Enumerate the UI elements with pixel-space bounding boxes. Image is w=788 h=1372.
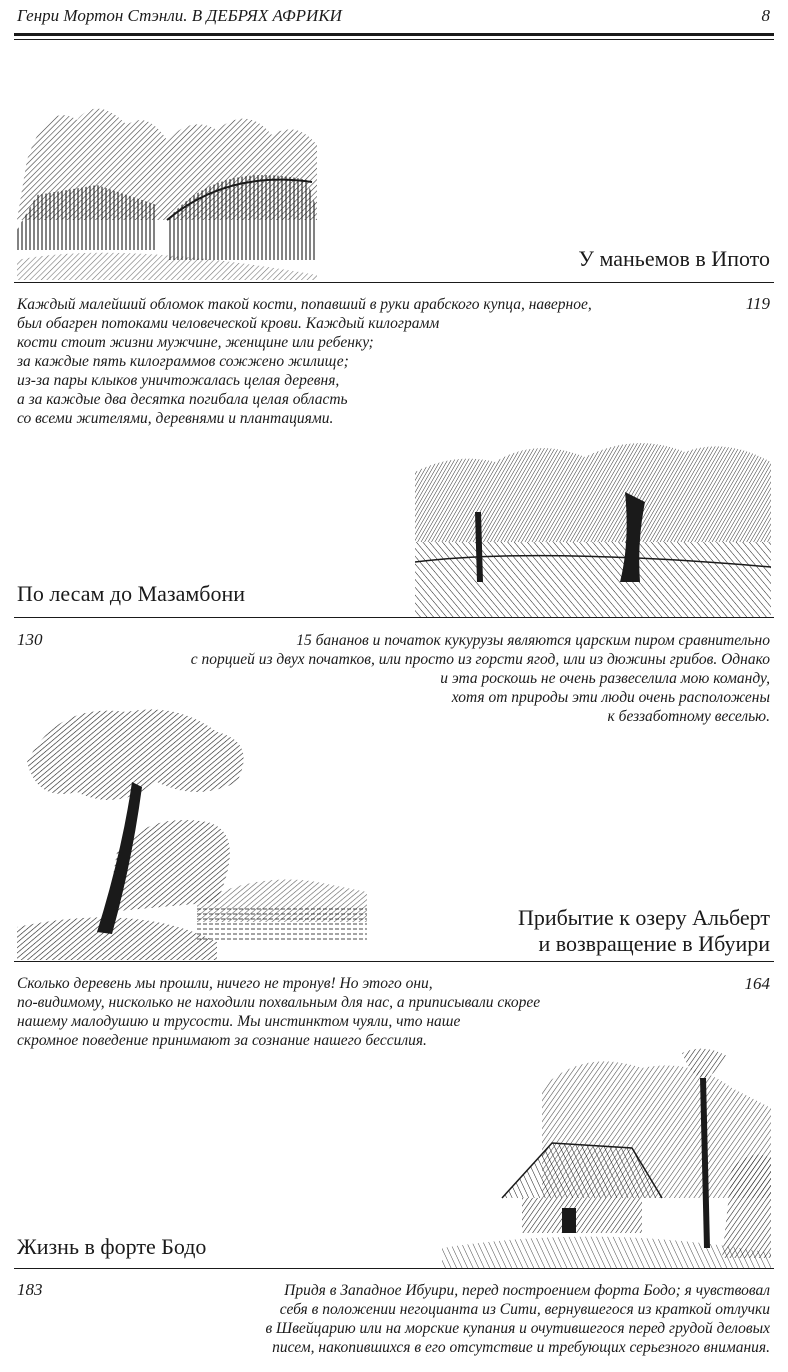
- illustration-forest-clearing: [415, 432, 771, 618]
- quote-line: и эта роскошь не очень развеселила мою команду,: [440, 670, 770, 687]
- chapter-title-line: Прибытие к озеру Альберт: [517, 905, 770, 930]
- chapter-title-line: и возвращение в Ибуири: [538, 931, 770, 956]
- quote-line: скромное поведение принимают за сознание нашего бессилия.: [17, 1032, 427, 1049]
- quote-block-3: [17, 974, 540, 1050]
- quote-line: Сколько деревень мы прошли, ничего не тронув! Но этого они,: [17, 975, 433, 992]
- header-rule-thick: [14, 33, 774, 36]
- quote-line: а за каждые два десятка погибала целая область: [17, 391, 348, 408]
- quote-line: 15 бананов и початок кукурузы являются царским пиром сравнительно: [296, 632, 770, 649]
- chapter-page-number-1: 119: [745, 294, 770, 313]
- quote-line: с порцией из двух початков, или просто из горсти ягод, или из дюжины грибов. Однако: [190, 651, 770, 668]
- chapter-title-2: [17, 581, 245, 607]
- chapter-rule-3: [14, 961, 774, 962]
- header-rule-thin: [14, 39, 774, 40]
- quote-line: писем, накопившихся в его отсутствие и требующих серьезного внимания.: [272, 1339, 770, 1356]
- quote-line: по-видимому, нисколько не находили похвальным для нас, а приписывали скорее: [17, 994, 541, 1011]
- quote-line: из-за пары клыков уничтожалась целая деревня,: [17, 372, 340, 389]
- chapter-page-number-2: 130: [17, 630, 43, 649]
- quote-block-1: [17, 295, 592, 428]
- quote-line: хотя от природы эти люди очень расположены: [451, 689, 770, 706]
- quote-line: нашему малодушию и трусости. Мы инстинктом чуяли, что наше: [17, 1013, 461, 1030]
- chapter-rule-2: [14, 617, 774, 618]
- quote-block-4: [265, 1281, 770, 1357]
- chapter-title-line: По лесам до Мазамбони: [17, 581, 246, 606]
- chapter-rule-4: [14, 1268, 774, 1269]
- illustration-fort-bodo: [442, 1048, 771, 1268]
- quote-line: со всеми жителями, деревнями и плантациями.: [17, 410, 334, 427]
- quote-line: кости стоит жизни мужчине, женщине или ребенку;: [17, 334, 374, 351]
- quote-line: себя в положении негоцианта из Сити, вернувшегося из краткой отлучки: [279, 1301, 770, 1318]
- quote-line: Каждый малейший обломок такой кости, попавший в руки арабского купца, наверное,: [17, 296, 592, 313]
- chapter-title-3: [518, 905, 770, 957]
- page-number: 8: [761, 6, 770, 25]
- illustration-lake-albert: [17, 702, 367, 960]
- quote-line: к беззаботному веселью.: [607, 708, 770, 725]
- chapter-page-number-4: 183: [17, 1280, 43, 1299]
- illustration-village-huts: [17, 100, 317, 280]
- chapter-title-1: [578, 246, 770, 272]
- chapter-title-line: У маньемов в Ипото: [578, 246, 770, 271]
- running-header-title: Генри Мортон Стэнли. В ДЕБРЯХ АФРИКИ: [17, 6, 342, 25]
- quote-line: Придя в Западное Ибуири, перед построением форта Бодо; я чувствовал: [284, 1282, 770, 1299]
- chapter-rule-1: [14, 282, 774, 283]
- chapter-title-4: [17, 1234, 206, 1260]
- chapter-page-number-3: 164: [744, 974, 770, 993]
- quote-line: за каждые пять килограммов сожжено жилище;: [17, 353, 349, 370]
- quote-line: в Швейцарию или на морские купания и очутившегося перед грудой деловых: [265, 1320, 770, 1337]
- quote-line: был обагрен потоками человеческой крови. Каждый килограмм: [17, 315, 440, 332]
- chapter-title-line: Жизнь в форте Бодо: [17, 1234, 207, 1259]
